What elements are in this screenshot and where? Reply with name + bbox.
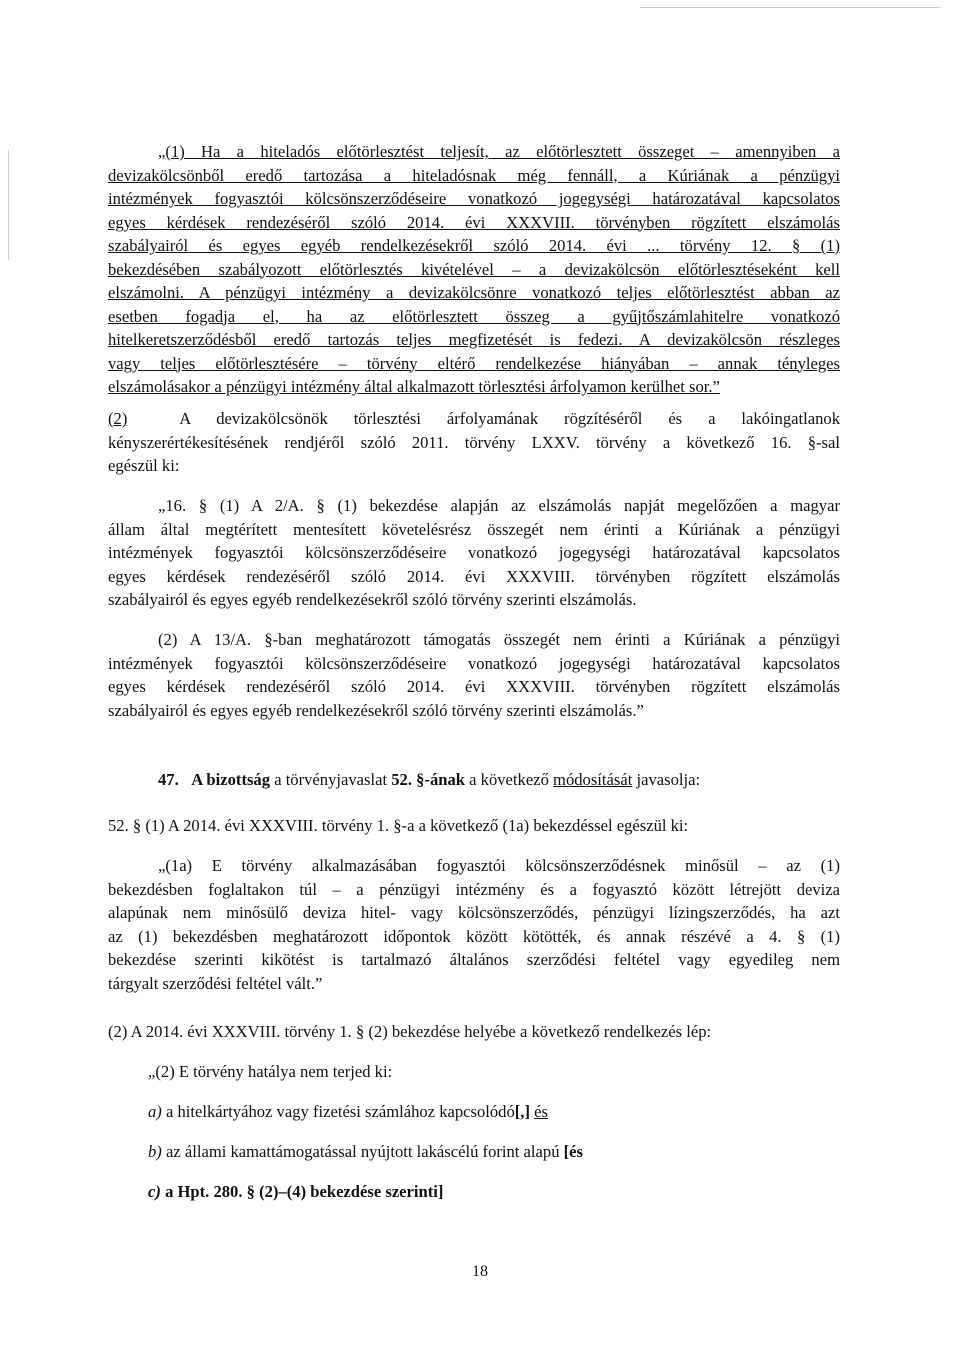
- text-line: állam által megtérített mentesített követelésrész összegét nem érinti a Kúriának a pénzügyi: [108, 519, 840, 539]
- paragraph-2-replace-intro: (2) A 2014. évi XXXVIII. törvény 1. § (2) bekezdése helyébe a következő rendelkezés lép:: [108, 1022, 712, 1041]
- text-line: szabályairól és egyes egyéb rendelkezésekről szóló törvény szerinti elszámolás.: [108, 590, 637, 609]
- text-line: egyes kérdések rendezéséről szóló 2014. évi XXXVIII. törvényben rögzített elszámolás: [108, 212, 840, 232]
- text-line: egyes kérdések rendezéséről szóló 2014. évi XXXVIII. törvényben rögzített elszámolás: [108, 677, 840, 696]
- paragraph-number: (2): [108, 409, 128, 428]
- committee-subject: A bizottság: [191, 770, 271, 789]
- text-line: esetben fogadja el, ha az előtörlesztett összeg a gyűjtőszámlahitelre vonatkozó: [108, 306, 840, 326]
- text-line: „16. § (1) A 2/A. § (1) bekezdése alapján az elszámolás napját megelőzően a magyar: [158, 496, 840, 515]
- text-line: tárgyalt szerződési feltétel vált.”: [108, 973, 323, 993]
- text-line: devizakölcsönből eredő tartozása a hiteladósnak még fennáll, a Kúriának a pénzügyi: [108, 165, 840, 185]
- text-line: hitelkeretszerződésből eredő tartozás teljes megfizetését is fedezi. A devizakölcsön részleges: [108, 330, 840, 349]
- text-line: vagy teljes előtörlesztésére – törvény eltérő rendelkezése hiányában – annak tényleges: [108, 353, 840, 373]
- text-line: „(1a) E törvény alkalmazásában fogyasztói kölcsönszerződésnek minősül – az (1): [158, 856, 840, 875]
- amendment-item-47: 47. A bizottság a törvényjavaslat 52. §-ának a következő módosítását javasolja:: [158, 770, 701, 789]
- page-number: 18: [472, 1263, 488, 1280]
- scan-left-mark: [8, 150, 9, 260]
- text-line: kényszerértékesítésének rendjéről szóló 2011. törvény LXXV. törvény a következő 16. §-sal: [108, 432, 840, 452]
- item-number: 47.: [158, 770, 179, 789]
- bracket-delete: [és: [563, 1142, 584, 1161]
- text-line: (2) A 13/A. §-ban meghatározott támogatás összegét nem érinti a Kúriának a pénzügyi: [158, 630, 840, 649]
- paragraph-1a: [108, 854, 840, 995]
- list-item-c: c) a Hpt. 280. § (2)–(4) bekezdése szerinti]: [148, 1182, 444, 1201]
- text-line: elszámolásakor a pénzügyi intézmény által alkalmazott törlesztési árfolyamon kerülhet sor.”: [108, 377, 720, 396]
- section-ref: 52. §-ának: [391, 770, 465, 789]
- section-16-paragraph-1: [108, 494, 840, 612]
- text-line: (2) A devizakölcsönök törlesztési árfolyamának rögzítéséről és a lakóingatlanok: [108, 409, 840, 428]
- text-line: szabályairól és egyes egyéb rendelkezésekről szóló 2014. évi ... törvény 12. § (1): [108, 236, 840, 255]
- inserted-word: és: [534, 1102, 548, 1121]
- text-line: egyes kérdések rendezéséről szóló 2014. évi XXXVIII. törvényben rögzített elszámolás: [108, 566, 840, 586]
- text-line: intézmények fogyasztói kölcsönszerződéseire vonatkozó jogegységi határozatával kapcsolatos: [108, 543, 840, 562]
- text-line: intézmények fogyasztói kölcsönszerződéseire vonatkozó jogegységi határozatával kapcsolatos: [108, 653, 840, 673]
- paragraph-2-intro: [108, 407, 840, 478]
- text-line: „(1) Ha a hiteladós előtörlesztést teljesít, az előtörlesztett összeget – amennyiben a: [158, 142, 840, 161]
- item-letter: a): [148, 1102, 162, 1121]
- amendment-keyword: módosítását: [553, 770, 633, 789]
- item-letter: c): [148, 1182, 161, 1201]
- text-line: intézmények fogyasztói kölcsönszerződéseire vonatkozó jogegységi határozatával kapcsolatos: [108, 189, 840, 208]
- text-line: az (1) bekezdésben meghatározott időpontok között kötötték, és annak részévé a 4. § (1): [108, 926, 840, 946]
- list-item-a: a) a hitelkártyához vagy fizetési számlához kapcsolódó[,] és: [148, 1102, 548, 1121]
- item-letter: b): [148, 1142, 162, 1161]
- quoted-paragraph-2: „(2) E törvény hatálya nem terjed ki:: [148, 1062, 393, 1081]
- text-line: egészül ki:: [108, 456, 180, 475]
- text-line: alapúnak nem minősülő deviza hitel- vagy kölcsönszerződés, pénzügyi lízingszerződés, ha azt: [108, 903, 840, 922]
- text-line: elszámolni. A pénzügyi intézmény a devizakölcsönre vonatkozó teljes előtörlesztést abban az: [108, 283, 840, 302]
- bracket-insert: [,]: [514, 1102, 530, 1121]
- text-line: szabályairól és egyes egyéb rendelkezésekről szóló törvény szerinti elszámolás.”: [108, 700, 644, 720]
- list-item-b: b) az állami kamattámogatással nyújtott lakáscélú forint alapú [és: [148, 1142, 584, 1161]
- text-line: bekezdésében szabályozott előtörlesztés kivételével – a devizakölcsön előtörlesztéseként kell: [108, 259, 840, 279]
- text-line: bekezdésben foglaltakon túl – a pénzügyi intézmény és a fogyasztó között létrejött deviza: [108, 879, 840, 899]
- text-line: bekezdése szerinti kikötést is tartalmazó általános szerződési feltétel vagy egyedileg nem: [108, 950, 840, 969]
- quoted-paragraph-1: [108, 140, 840, 399]
- scan-top-line: [640, 7, 940, 8]
- section-52-intro: 52. § (1) A 2014. évi XXXVIII. törvény 1. §-a a következő (1a) bekezdéssel egészül ki:: [108, 816, 689, 835]
- section-16-paragraph-2: [108, 628, 840, 722]
